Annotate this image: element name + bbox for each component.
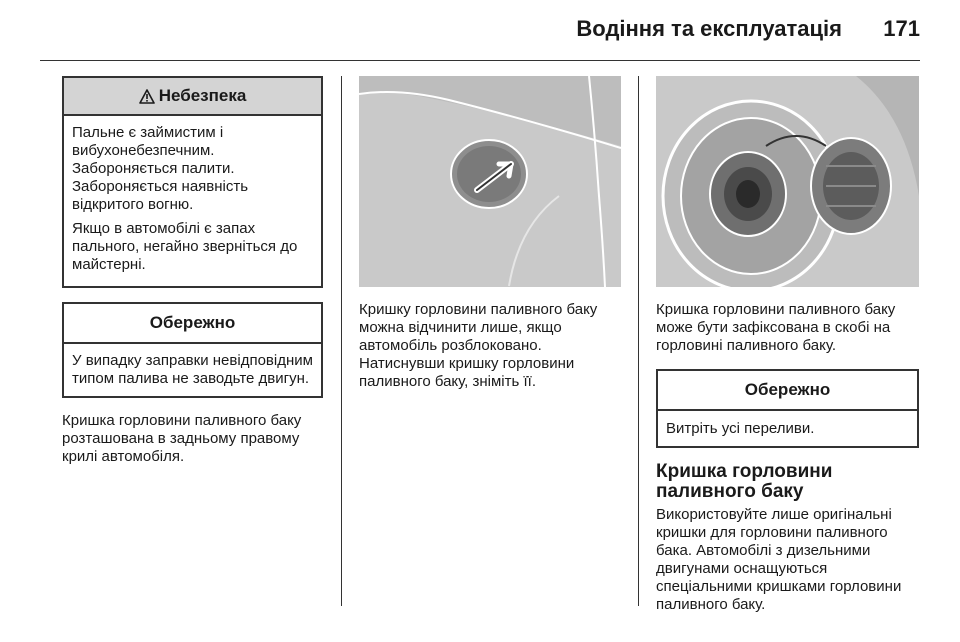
column-3: [656, 76, 919, 614]
column-divider: [638, 76, 639, 606]
caution-box-title: Обережно: [64, 304, 321, 344]
fuel-cap-figure: [656, 76, 919, 287]
column-divider: [341, 76, 342, 606]
body-paragraph: Використовуйте лише оригінальні кришки для горловини паливного бака. Автомобілі з дизельними двигунами оснащуються спеціальними кришками горловини паливного баку.: [656, 506, 902, 613]
body-paragraph: Кришка горловини паливного баку може бути зафіксована в скобі на горловині паливного баку.: [656, 301, 896, 354]
body-paragraph: Кришку горловини паливного баку можна відчинити лише, якщо автомобіль розблоковано. Натиснувши кришку горловини паливного баку, зніміть її.: [359, 301, 598, 390]
danger-box-header: [64, 78, 321, 116]
column-1: [62, 76, 323, 466]
fuel-flap-figure: [359, 76, 621, 287]
caution-box: [656, 369, 919, 448]
danger-box: [62, 76, 323, 288]
caution-box: [62, 302, 323, 398]
column-2: [359, 76, 621, 391]
danger-box-body: [64, 116, 321, 286]
danger-paragraph: Якщо в автомобілі є запах пального, негайно зверніться до майстерні.: [72, 220, 298, 273]
danger-paragraph: Пальне є займистим і вибухонебезпечним. Забороняється палити. Забороняється наявність відкритого вогню.: [72, 124, 249, 213]
danger-box-title: Небезпека: [158, 86, 247, 105]
caution-box-title: Обережно: [658, 371, 917, 411]
section-heading: Кришка горловини паливного баку: [656, 461, 833, 502]
body-paragraph: Кришка горловини паливного баку розташована в задньому правому крилі автомобіля.: [62, 412, 302, 465]
page-number: 171: [883, 16, 920, 41]
fuel-cap-in-bracket-icon: [656, 76, 919, 287]
header-divider: [40, 60, 920, 61]
caution-box-body: [64, 344, 321, 396]
fuel-flap-open-arrow-icon: [359, 76, 621, 287]
caution-box-body: [658, 411, 917, 446]
warning-triangle-icon: [139, 89, 155, 104]
caution-text: Витріть усі переливи.: [666, 420, 815, 437]
header-title: Водіння та експлуатація: [576, 16, 842, 41]
caution-text: У випадку заправки невідповідним типом палива не заводьте двигун.: [72, 352, 313, 387]
